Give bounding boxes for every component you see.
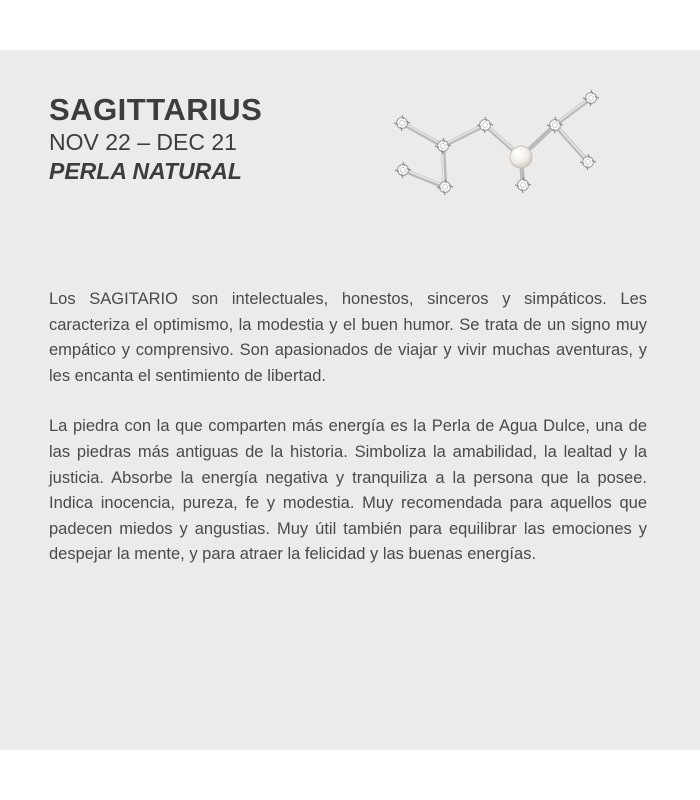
sign-dates: NOV 22 – DEC 21 <box>49 129 237 155</box>
sign-header <box>49 92 369 186</box>
constellation-lines <box>402 98 591 187</box>
description-paragraph-2: La piedra con la que comparten más energía es la Perla de Agua Dulce, una de las piedras más antiguas de la historia. Simboliza la amabilidad, la lealtad y la justicia. Absorbe la energía negativa y tranquiliza a la persona que la posee. Indica inocencia, pureza, fe y modestia. Muy recomendada para aquellos que padecen miedos y angustias. Muy útil también para equilibrar las emociones y despejar la mente, y para atraer la felicidad y las buenas energías. <box>49 417 647 564</box>
constellation-earring-icon <box>385 85 610 205</box>
sign-card <box>0 50 700 750</box>
sign-stone: PERLA NATURAL <box>49 158 242 184</box>
sign-title: SAGITTARIUS <box>49 92 263 127</box>
description-paragraph-1: Los SAGITARIO son intelectuales, honestos, sinceros y simpáticos. Les caracteriza el optimismo, la modestia y el buen humor. Se trata de un signo muy empático y comprensivo. Son apasionados de viajar y vivir muchas aventuras, y les encanta el sentimiento de libertad. <box>49 290 647 385</box>
pearl <box>510 146 532 168</box>
sign-description <box>49 287 647 593</box>
